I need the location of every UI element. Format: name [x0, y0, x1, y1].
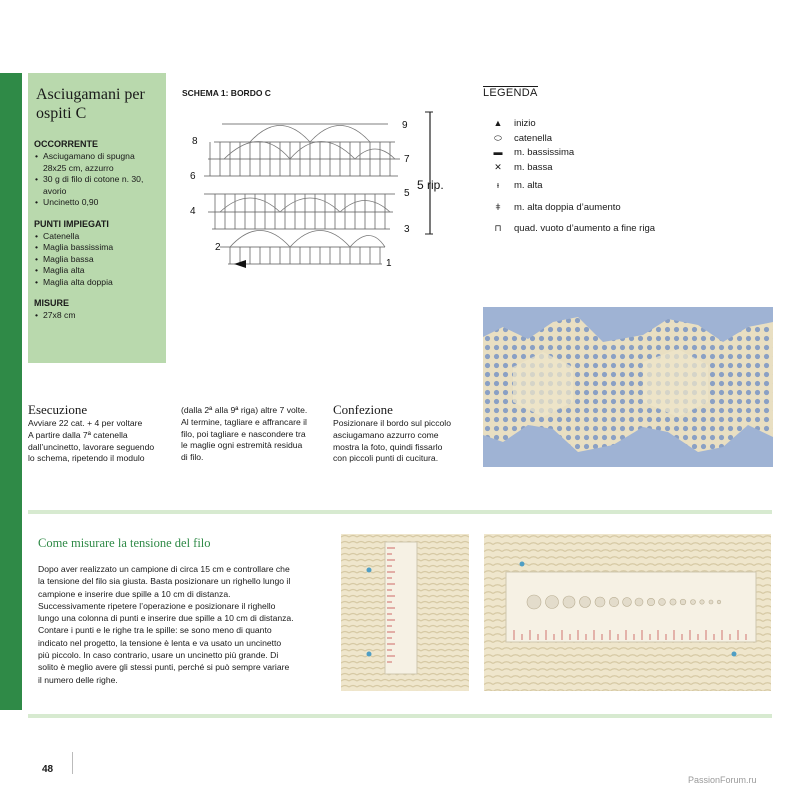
tension-text	[38, 563, 330, 686]
text-line: Contare i punti e le righe tra le spille: se sono meno di quanto	[38, 625, 272, 636]
punti-heading: PUNTI IMPIEGATI	[34, 218, 109, 229]
row-number: 1	[386, 258, 392, 269]
text-line: Posizionare il bordo sul piccolo	[333, 418, 451, 428]
legend-label: catenella	[514, 133, 553, 144]
misure-heading: MISURE	[34, 298, 70, 308]
treble-increase-icon: ǂ	[495, 202, 501, 212]
text-line: asciugamano azzurro come	[333, 429, 439, 440]
esecuzione-title: Esecuzione	[28, 402, 88, 417]
row-number: 2	[215, 242, 221, 253]
row-number: 9	[402, 120, 408, 131]
text-line: le maglie ogni estremità residua	[181, 440, 303, 451]
project-title: Asciugamani per ospiti C	[36, 86, 145, 122]
row-number: 4	[190, 206, 196, 217]
text-line: di filo.	[181, 452, 204, 463]
empty-square-icon: ⊓	[494, 223, 502, 233]
legend-label: inizio	[514, 118, 536, 129]
section-divider-top	[28, 510, 772, 514]
text-line: più piccolo. In caso contrario, usare un uncinetto più grande. Di	[38, 650, 279, 661]
text-line: con piccoli punti di cucitura.	[333, 453, 439, 464]
text-line: il numero delle righe.	[38, 674, 118, 685]
list-item: • Maglia alta doppia	[34, 277, 166, 289]
text-line: Al termine, tagliare e affrancare il	[181, 416, 307, 427]
list-item: • 27x8 cm	[34, 310, 166, 322]
text-line: solito è meglio avere gli stessi punti, perché si può sempre variare	[38, 662, 290, 673]
legend-label: m. bassissima	[514, 147, 575, 158]
list-item: • Maglia bassissima	[34, 242, 166, 254]
list-item: • Asciugamano di spugna	[34, 151, 166, 163]
gauge-photo-vertical	[341, 534, 469, 691]
side-color-bar	[0, 73, 22, 710]
text-line: dall’uncinetto, lavorare seguendo	[28, 441, 155, 452]
list-item: • 30 g di filo di cotone n. 30,	[34, 174, 166, 186]
punti-list	[34, 231, 166, 289]
lace-border-photo	[483, 307, 773, 467]
double-crochet-icon: ᵻ	[497, 180, 499, 190]
legend-label: m. alta doppia d’aumento	[514, 202, 621, 213]
occorrente-heading: OCCORRENTE	[34, 139, 99, 149]
schema-title: SCHEMA 1: BORDO C	[182, 88, 271, 98]
occorrente-list	[34, 151, 166, 209]
list-item: avorio	[43, 185, 67, 196]
row-number: 8	[192, 136, 198, 147]
row-number: 5	[404, 188, 410, 199]
page-number-rule	[72, 752, 73, 774]
misure-list	[34, 310, 166, 322]
text-line: la tensione del filo sia giusta. Basta posizionare un righello lungo il	[38, 576, 291, 587]
row-number: 3	[404, 224, 410, 235]
text-line: lungo una colonna di punti e inserire due spille a 10 cm di distanza.	[38, 613, 294, 624]
gauge-photo-horizontal	[484, 534, 771, 691]
legend-label: quad. vuoto d’aumento a fine riga	[514, 223, 656, 234]
text-line: Dopo aver realizzato un campione di circa 15 cm e controllare che	[38, 564, 290, 574]
project-info-box	[28, 73, 166, 363]
text-line: lo schema, ripetendo il modulo	[28, 453, 145, 464]
list-item: • Maglia alta	[34, 265, 166, 277]
text-line: (dalla 2ª alla 9ª riga) altre 7 volte.	[181, 405, 308, 415]
text-line: A partire dalla 7ª catenella	[28, 429, 128, 440]
esecuzione-col2	[181, 405, 331, 464]
list-item: • Uncinetto 0,90	[34, 197, 166, 209]
row-number: 7	[404, 154, 410, 165]
list-item: • Maglia bassa	[34, 254, 166, 266]
page-number: 48	[42, 764, 54, 775]
legend-label: m. bassa	[514, 162, 553, 173]
text-line: Successivamente ripetere l’operazione e posizionare il righello	[38, 600, 276, 611]
repeat-label: 5 rip.	[417, 178, 444, 192]
confezione-text	[333, 418, 473, 465]
crochet-chart	[190, 104, 460, 279]
watermark: PassionForum.ru	[688, 775, 757, 785]
text-line: indicato nel progetto, la tensione è lenta e va usato un uncinetto	[38, 637, 282, 648]
confezione-title: Confezione	[333, 402, 393, 417]
tension-title: Come misurare la tensione del filo	[38, 536, 211, 550]
text-line: mostra la foto, quindi fissarlo	[333, 441, 443, 452]
legend-title: LEGENDA	[483, 87, 538, 99]
text-line: campione e inserire due spille a 10 cm di distanza.	[38, 588, 231, 599]
legend-label: m. alta	[514, 180, 543, 191]
list-item: 28x25 cm, azzurro	[43, 162, 114, 173]
single-crochet-icon: ✕	[494, 162, 502, 172]
slip-stitch-icon: ▬	[493, 147, 503, 157]
start-icon: ▲	[493, 118, 503, 128]
row-number: 6	[190, 171, 196, 182]
list-item: • Catenella	[34, 231, 166, 243]
section-divider-bottom	[28, 714, 772, 718]
text-line: Avviare 22 cat. + 4 per voltare	[28, 418, 143, 428]
chain-icon: ⬭	[494, 133, 502, 143]
text-line: filo, poi tagliare e nascondere tra	[181, 428, 306, 439]
esecuzione-col1	[28, 418, 173, 465]
